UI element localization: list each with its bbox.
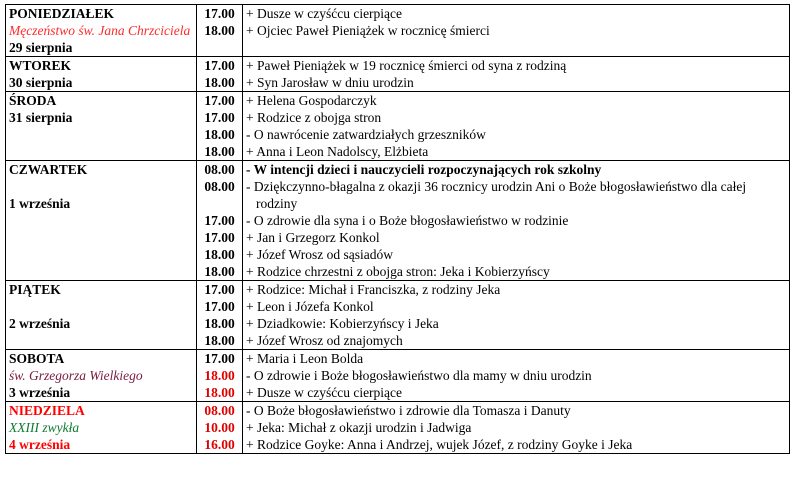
day-date: 3 września xyxy=(9,385,71,400)
day-date: 1 września xyxy=(9,196,71,211)
day-row-saturday xyxy=(6,350,790,402)
mass-time: 18.00 xyxy=(204,368,235,383)
mass-intention: + Anna i Leon Nadolscy, Elżbieta xyxy=(246,144,429,159)
day-row-monday xyxy=(6,5,790,57)
day-cell xyxy=(6,161,197,281)
mass-intention: + Paweł Pieniążek w 19 rocznicę śmierci od syna z rodziną xyxy=(246,58,567,73)
day-cell xyxy=(6,92,197,161)
intention-cell xyxy=(243,92,790,161)
intention-cell xyxy=(243,402,790,454)
mass-intention: + Rodzice: Michał i Franciszka, z rodziny Jeka xyxy=(246,282,501,297)
day-row-tuesday xyxy=(6,57,790,92)
mass-time: 17.00 xyxy=(204,299,235,314)
spacer xyxy=(9,178,193,195)
mass-time: 18.00 xyxy=(204,247,235,262)
mass-intention: + Leon i Józefa Konkol xyxy=(246,299,374,314)
mass-intention: - O Boże błogosławieństwo i zdrowie dla Tomasza i Danuty xyxy=(246,403,571,418)
day-cell xyxy=(6,350,197,402)
time-cell xyxy=(197,281,243,350)
mass-time: 17.00 xyxy=(204,213,235,228)
mass-intention: + Dusze w czyśćcu cierpiące xyxy=(246,6,403,21)
mass-intention: + Syn Jarosław w dniu urodzin xyxy=(246,75,414,90)
feast-name: św. Grzegorza Wielkiego xyxy=(9,368,143,383)
mass-time: 16.00 xyxy=(204,437,235,452)
mass-intention: - O nawrócenie zatwardziałych grzeszników xyxy=(246,127,486,142)
day-row-friday xyxy=(6,281,790,350)
mass-intention: + Ojciec Paweł Pieniążek w rocznicę śmierci xyxy=(246,23,490,38)
time-cell xyxy=(197,92,243,161)
day-name: NIEDZIELA xyxy=(9,403,85,418)
day-date: 2 września xyxy=(9,316,71,331)
time-cell xyxy=(197,350,243,402)
intention-cell xyxy=(243,5,790,57)
mass-time: 17.00 xyxy=(204,110,235,125)
mass-time: 18.00 xyxy=(204,127,235,142)
mass-intention: + Helena Gospodarczyk xyxy=(246,93,377,108)
mass-intention: - Dziękczynno-błagalna z okazji 36 rocznicy urodzin Ani o Boże błogosławieństwo dla całej rodziny xyxy=(246,179,747,211)
mass-time: 08.00 xyxy=(204,179,235,194)
mass-time: 18.00 xyxy=(204,23,235,38)
time-cell xyxy=(197,57,243,92)
day-row-sunday xyxy=(6,402,790,454)
day-row-thursday xyxy=(6,161,790,281)
spacer xyxy=(9,298,193,315)
mass-intention: - O zdrowie i Boże błogosławieństwo dla mamy w dniu urodzin xyxy=(246,368,592,383)
day-cell xyxy=(6,281,197,350)
mass-intention: + Józef Wrosz od sąsiadów xyxy=(246,247,394,262)
mass-intention: + Rodzice chrzestni z obojga stron: Jeka i Kobierzyńscy xyxy=(246,264,550,279)
mass-intention: + Rodzice z obojga stron xyxy=(246,110,382,125)
time-cell xyxy=(197,402,243,454)
mass-intention: + Dusze w czyśćcu cierpiące xyxy=(246,385,403,400)
intention-cell xyxy=(243,281,790,350)
day-name: CZWARTEK xyxy=(9,162,88,177)
day-name: PIĄTEK xyxy=(9,282,61,297)
day-date: 31 sierpnia xyxy=(9,110,73,125)
mass-time: 10.00 xyxy=(204,420,235,435)
day-name: ŚRODA xyxy=(9,93,57,108)
mass-time: 18.00 xyxy=(204,144,235,159)
day-name: WTOREK xyxy=(9,58,72,73)
mass-time: 17.00 xyxy=(204,93,235,108)
mass-time: 17.00 xyxy=(204,6,235,21)
day-name: PONIEDZIAŁEK xyxy=(9,6,115,21)
mass-intention: + Jan i Grzegorz Konkol xyxy=(246,230,380,245)
day-cell xyxy=(6,57,197,92)
mass-intention: + Jeka: Michał z okazji urodzin i Jadwiga xyxy=(246,420,472,435)
mass-intention: + Maria i Leon Bolda xyxy=(246,351,364,366)
intention-cell xyxy=(243,350,790,402)
day-name: SOBOTA xyxy=(9,351,65,366)
time-cell xyxy=(197,161,243,281)
mass-intention: - O zdrowie dla syna i o Boże błogosławieństwo w rodzinie xyxy=(246,213,569,228)
day-date: 30 sierpnia xyxy=(9,75,73,90)
mass-intention: + Rodzice Goyke: Anna i Andrzej, wujek Józef, z rodziny Goyke i Jeka xyxy=(246,437,633,452)
mass-intention: + Dziadkowie: Kobierzyńscy i Jeka xyxy=(246,316,439,331)
day-row-wednesday xyxy=(6,92,790,161)
mass-intention: + Józef Wrosz od znajomych xyxy=(246,333,403,348)
mass-time: 08.00 xyxy=(204,403,235,418)
feast-name: XXIII zwykła xyxy=(9,420,80,435)
day-cell xyxy=(6,402,197,454)
mass-time: 08.00 xyxy=(204,162,235,177)
day-date: 4 września xyxy=(9,437,71,452)
intention-cell xyxy=(243,57,790,92)
mass-time: 18.00 xyxy=(204,316,235,331)
time-cell xyxy=(197,5,243,57)
mass-time: 18.00 xyxy=(204,385,235,400)
mass-time: 18.00 xyxy=(204,333,235,348)
day-cell xyxy=(6,5,197,57)
day-date: 29 sierpnia xyxy=(9,40,73,55)
mass-schedule-table xyxy=(5,4,790,454)
mass-intention: - W intencji dzieci i nauczycieli rozpoczynających rok szkolny xyxy=(246,162,602,177)
mass-time: 18.00 xyxy=(204,264,235,279)
feast-name: Męczeństwo św. Jana Chrzciciela xyxy=(9,23,191,38)
mass-time: 18.00 xyxy=(204,75,235,90)
intention-cell xyxy=(243,161,790,281)
mass-time: 17.00 xyxy=(204,351,235,366)
mass-time: 17.00 xyxy=(204,58,235,73)
mass-time: 17.00 xyxy=(204,230,235,245)
mass-time: 17.00 xyxy=(204,282,235,297)
